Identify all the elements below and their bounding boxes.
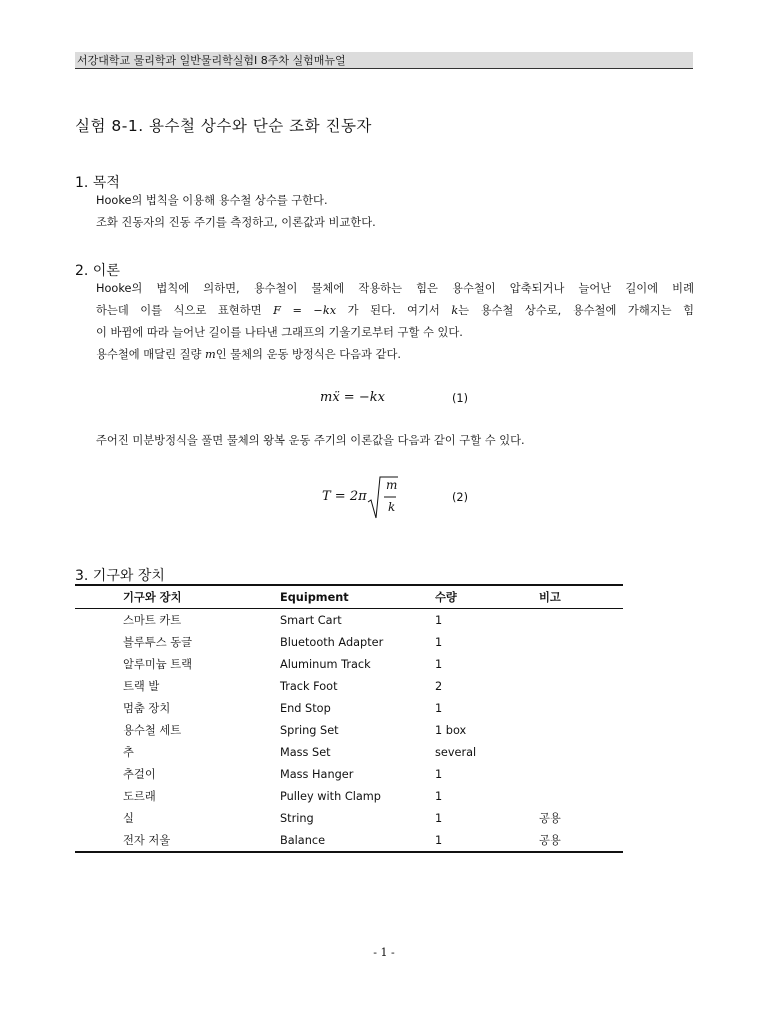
theory-text: 용수철에 매달린 질량 [96,348,202,361]
equation-1: mẍ = −kx [320,390,385,405]
table-cell: 추 [123,746,134,759]
table-cell: Mass Set [280,745,331,759]
table-cell: 1 [435,833,443,847]
table-row [75,653,623,675]
table-cell [539,763,623,785]
table-cell [539,719,623,741]
equation-2-lhs: T = 2π [322,489,367,504]
table-cell [539,785,623,807]
table-cell: Track Foot [280,679,338,693]
table-cell: String [280,811,314,825]
table-cell: 2 [435,679,443,693]
table-cell [539,609,623,632]
hooke-law-inline: F = −kx [273,304,337,317]
table-row [75,719,623,741]
table-row [75,763,623,785]
column-header: 비고 [539,585,623,609]
table-cell: 공용 [539,812,561,825]
table-cell: 1 [435,811,443,825]
section-heading-purpose: 1. 목적 [75,175,120,191]
theory-text: 는 용수철 상수로, 용수철에 가해지는 힘 [458,304,695,317]
table-cell [539,631,623,653]
table-cell: Pulley with Clamp [280,789,381,803]
section-heading-equipment: 3. 기구와 장치 [75,568,165,584]
theory-text: 하는데 이를 식으로 표현하면 [96,304,262,317]
purpose-body [96,190,694,234]
table-cell: 1 box [435,723,467,737]
theory-line: 주어진 미분방정식을 풀면 물체의 왕복 운동 주기의 이론값을 다음과 같이 구할 수 있다. [96,434,525,447]
m-symbol: m [205,348,216,361]
table-cell: 추걸이 [123,768,156,781]
table-cell [539,697,623,719]
table-row [75,631,623,653]
k-symbol: k [451,304,459,317]
table-cell: 스마트 카트 [123,614,182,627]
column-header: 수량 [435,585,539,609]
table-cell: 실 [123,812,134,825]
theory-body-2 [96,430,694,452]
page-title: 실험 8-1. 용수철 상수와 단순 조화 진동자 [75,117,372,135]
fraction-denominator: k [388,500,396,514]
table-row [75,697,623,719]
page-number: - 1 - [373,946,395,959]
theory-line: 이 바뀜에 따라 늘어난 길이를 나타낸 그래프의 기울기로부터 구할 수 있다. [96,326,463,339]
table-cell: 멈춤 장치 [123,702,171,715]
theory-line [96,344,694,366]
table-cell: Bluetooth Adapter [280,635,384,649]
table-cell: 1 [435,657,443,671]
table-cell: Spring Set [280,723,339,737]
table-cell: 트랙 발 [123,680,160,693]
fraction-numerator: m [386,478,398,492]
table-cell: Balance [280,833,326,847]
table-cell: 1 [435,635,443,649]
table-cell: End Stop [280,701,331,715]
table-cell: 1 [435,701,443,715]
table-cell: 용수철 세트 [123,724,182,737]
table-cell: Aluminum Track [280,657,371,671]
table-cell: 알루미늄 트랙 [123,658,193,671]
theory-line: Hooke의 법칙에 의하면, 용수철이 물체에 작용하는 힘은 용수철이 압축되거나 늘어난 길이에 비례 [96,282,694,295]
table-row [75,785,623,807]
table-cell: 1 [435,767,443,781]
section-heading-theory: 2. 이론 [75,263,120,279]
table-row [75,609,623,632]
table-cell: 도르래 [123,790,156,803]
column-header: Equipment [280,585,435,609]
table-cell: 전자 저울 [123,834,171,847]
table-cell [539,741,623,763]
purpose-line: 조화 진동자의 진동 주기를 측정하고, 이론값과 비교한다. [96,216,376,229]
table-row [75,675,623,697]
table-cell: 1 [435,789,443,803]
table-header-row [75,585,623,609]
equation-2-number: (2) [452,491,469,504]
table-cell [539,675,623,697]
table-row [75,829,623,852]
table-cell: 1 [435,613,443,627]
equation-1-number: (1) [452,392,469,405]
theory-body [96,278,694,366]
table-row [75,807,623,829]
table-cell: 공용 [539,834,561,847]
theory-line [96,300,694,322]
table-cell: several [435,745,477,759]
table-cell: 블루투스 동글 [123,636,193,649]
running-header: 서강대학교 물리학과 일반물리학실험I 8주차 실험매뉴얼 [75,52,693,69]
purpose-line: Hooke의 법칙을 이용해 용수철 상수를 구한다. [96,194,328,207]
table-cell [539,653,623,675]
table-row [75,741,623,763]
table-cell: Smart Cart [280,613,342,627]
column-header: 기구와 장치 [123,585,280,609]
theory-text: 인 물체의 운동 방정식은 다음과 같다. [215,348,401,361]
table-cell: Mass Hanger [280,767,354,781]
equipment-table [75,584,623,853]
theory-text: 가 된다. 여기서 [347,304,440,317]
